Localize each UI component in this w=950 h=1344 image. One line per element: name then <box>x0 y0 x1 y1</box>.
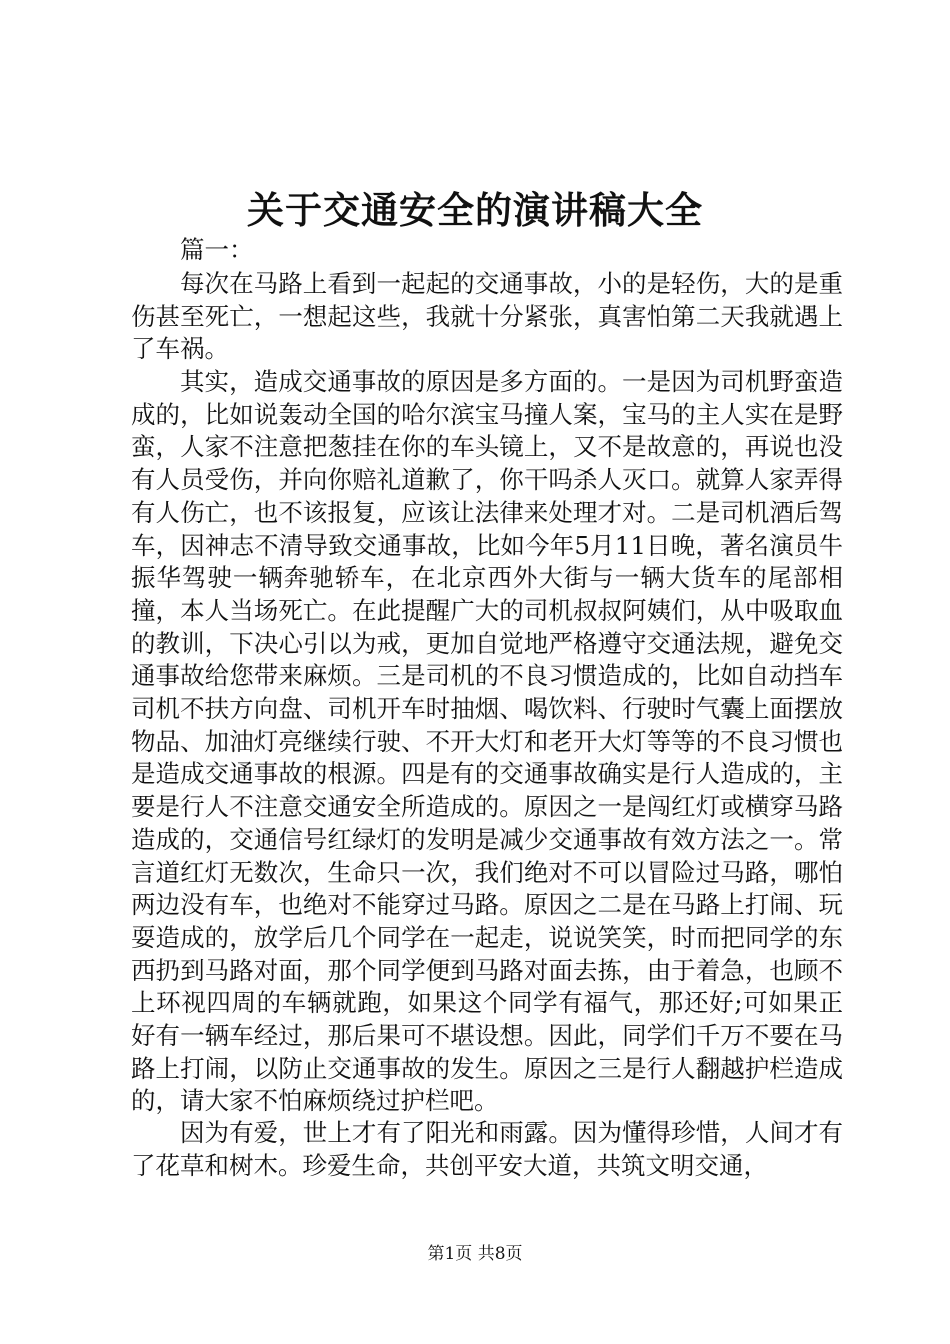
paragraph-1-text: 每次在马路上看到一起起的交通事故，小的是轻伤，大的是重伤甚至死亡，一想起这些，我就十分紧张，真害怕第二天我就遇上了车祸。 <box>131 269 843 364</box>
page-footer: 第1页 共8页 <box>427 1244 523 1264</box>
section-label-text: 篇一： <box>180 235 254 264</box>
paragraph-3-text: 因为有爱，世上才有了阳光和雨露。因为懂得珍惜，人间才有了花草和树木。珍爱生命，共创平安大道，共筑文明交通， <box>131 1118 843 1180</box>
paragraph-3 <box>131 1117 843 1182</box>
document-title: 关于交通安全的演讲稿大全 <box>247 188 703 232</box>
paragraph-2-text: 其实，造成交通事故的原因是多方面的。一是因为司机野蛮造成的，比如说轰动全国的哈尔滨宝马撞人案，宝马的主人实在是野蛮，人家不注意把葱挂在你的车头镜上，又不是故意的，再说也没有人员受伤，并向你赔礼道歉了，你干吗杀人灭口。就算人家弄得有人伤亡，也不该报复，应该让法律来处理才对。二是司机酒后驾车，因神志不清导致交通事故，比如今年5月11日晚，著名演员牛振华驾驶一辆奔驰轿车，在北京西外大街与一辆大货车的尾部相撞，本人当场死亡。在此提醒广大的司机叔叔阿姨们，从中吸取血的教训，下决心引以为戒，更加自觉地严格遵守交通法规，避免交通事故给您带来麻烦。三是司机的不良习惯造成的，比如自动挡车司机不扶方向盘、司机开车时抽烟、喝饮料、行驶时气囊上面摆放物品、加油灯亮继续行驶、不开大灯和老开大灯等等的不良习惯也是造成交通事故的根源。四是有的交通事故确实是行人造成的，主要是行人不注意交通安全所造成的。原因之一是闯红灯或横穿马路造成的，交通信号红绿灯的发明是减少交通事故有效方法之一。常言道红灯无数次，生命只一次，我们绝对不可以冒险过马路，哪怕两边没有车，也绝对不能穿过马路。原因之二是在马路上打闹、玩耍造成的，放学后几个同学在一起走，说说笑笑，时而把同学的东西扔到马路对面，那个同学便到马路对面去拣，由于着急，也顾不上环视四周的车辆就跑，如果这个同学有福气，那还好;可如果正好有一辆车经过，那后果可不堪设想。因此，同学们千万不要在马路上打闹，以防止交通事故的发生。原因之三是行人翻越护栏造成的，请大家不怕麻烦绕过护栏吧。 <box>131 367 843 1116</box>
paragraph-2 <box>131 366 843 1118</box>
section-label <box>131 234 843 268</box>
paragraph-1 <box>131 268 843 366</box>
